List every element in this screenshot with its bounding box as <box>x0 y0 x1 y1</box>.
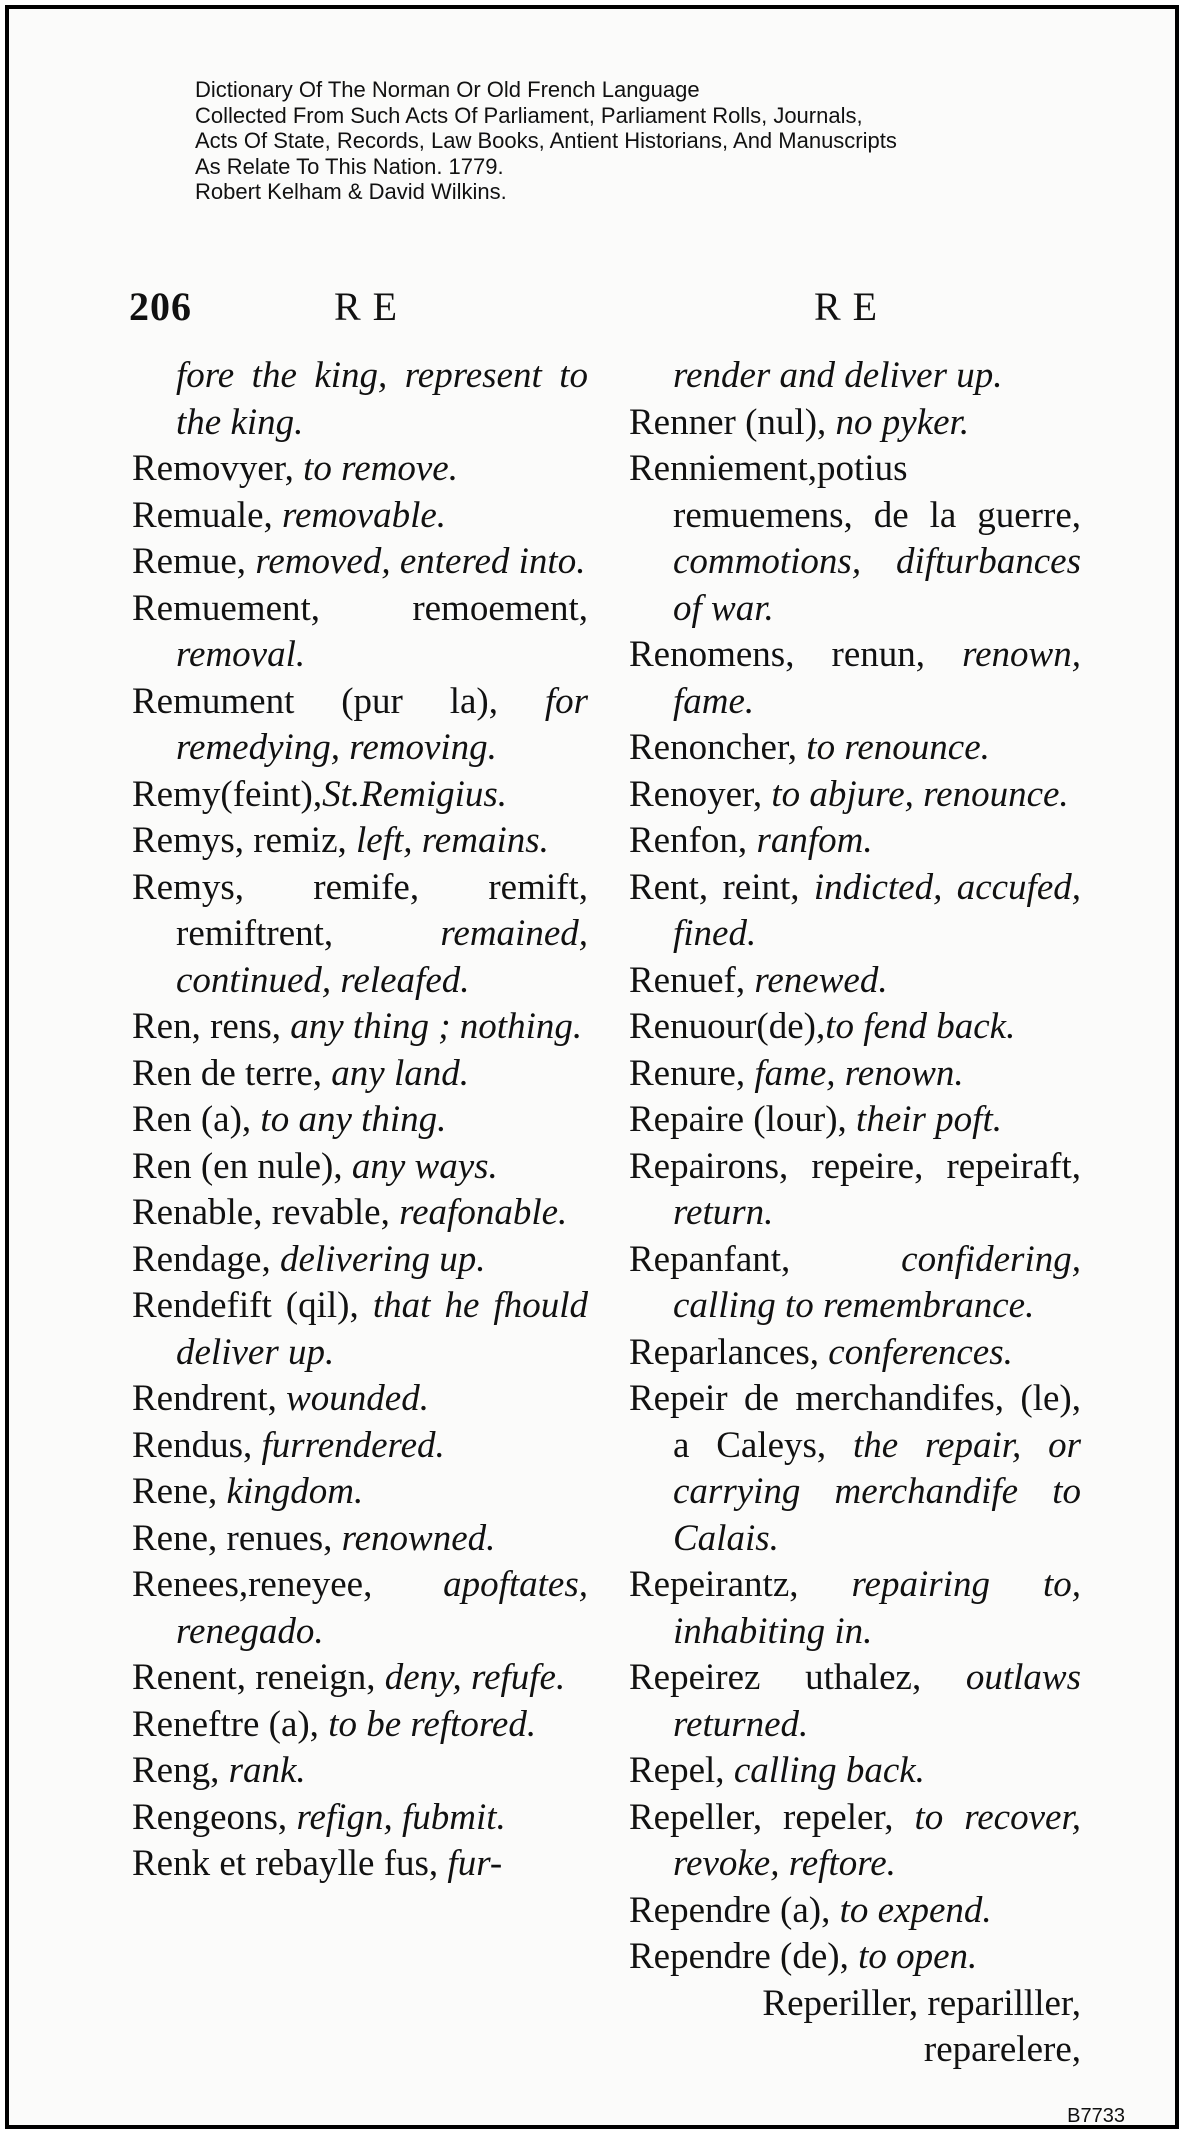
dictionary-entry <box>132 1423 588 1470</box>
entry-gloss: that he fhould deliver up. <box>176 1285 588 1373</box>
entry-headword: Removyer, <box>132 448 304 489</box>
entry-headword: Renuour(de), <box>629 1006 826 1047</box>
entry-headword: Repeir de merchandifes, (le), a Caleys, <box>629 1378 1081 1466</box>
entry-headword: Repel, <box>629 1750 734 1791</box>
dictionary-entry <box>132 865 588 1005</box>
dictionary-entry <box>132 1190 588 1237</box>
entry-gloss: any land. <box>331 1052 469 1094</box>
entry-headword: Reng, <box>132 1750 229 1791</box>
entry-headword: Renner (nul), <box>629 401 836 443</box>
entry-gloss: apoftates, renegado. <box>176 1564 588 1652</box>
dictionary-entry <box>132 1097 588 1144</box>
dictionary-entry <box>132 679 588 772</box>
dictionary-entry <box>132 493 588 540</box>
entry-gloss: indicted, accufed, fined. <box>673 866 1081 954</box>
entry-gloss: left, remains. <box>356 820 549 861</box>
dictionary-entry <box>629 1981 1081 2074</box>
entry-gloss: to be reftored. <box>328 1703 537 1745</box>
dictionary-entry <box>132 539 588 586</box>
entry-gloss: to open. <box>858 1936 978 1977</box>
header-line: Acts Of State, Records, Law Books, Antient Historians, And Manuscripts <box>195 128 897 153</box>
dictionary-entry <box>132 1469 588 1516</box>
entry-gloss: renowned. <box>341 1517 496 1559</box>
header-line: Robert Kelham & David Wilkins. <box>195 179 507 204</box>
dictionary-entry <box>629 1144 1081 1237</box>
entry-gloss: ranfom. <box>756 820 873 861</box>
entry-headword: Remuale, <box>132 494 283 536</box>
entry-headword: Rendage, <box>132 1238 280 1280</box>
header-line: Dictionary Of The Norman Or Old French Language <box>195 77 700 102</box>
entry-headword: Rent, reint, <box>629 866 814 908</box>
dictionary-entry <box>629 1051 1081 1098</box>
dictionary-entry <box>132 818 588 865</box>
entry-gloss: fore the king, represent to the king. <box>176 355 588 443</box>
entry-headword: Rene, <box>132 1471 227 1512</box>
running-head-right: RE <box>814 284 890 329</box>
dictionary-entry <box>132 772 588 819</box>
dictionary-entry <box>132 586 588 679</box>
entry-gloss: rank. <box>228 1750 306 1791</box>
entry-headword: Ren de terre, <box>132 1052 332 1094</box>
dictionary-entry-continuation <box>629 353 1081 400</box>
dictionary-entry <box>132 1702 588 1749</box>
entry-gloss: removed, entered into. <box>255 541 586 582</box>
dictionary-entry <box>629 958 1081 1005</box>
entry-gloss: their poft. <box>856 1099 1002 1140</box>
entry-headword: Reneftre (a), <box>132 1703 329 1745</box>
catalog-id: B7733 <box>1067 2105 1125 2127</box>
entry-gloss: St.Remigius. <box>322 773 508 815</box>
dictionary-entry <box>629 446 1081 632</box>
dictionary-entry <box>629 632 1081 725</box>
dictionary-entry <box>629 1934 1081 1981</box>
dictionary-entry-continuation <box>132 353 588 446</box>
entry-gloss: to any thing. <box>260 1099 447 1140</box>
page-number: 206 <box>129 284 192 329</box>
dictionary-entry <box>629 772 1081 819</box>
entry-headword: Renuef, <box>629 959 755 1001</box>
entry-headword: Repairons, repeire, repeiraft, <box>629 1145 1081 1187</box>
entry-headword: Ren, rens, <box>132 1006 291 1047</box>
entry-headword: Rengeons, <box>132 1796 297 1838</box>
entry-headword: Rendrent, <box>132 1378 287 1419</box>
entry-headword: Remys, remife, remift, remiftrent, <box>132 866 588 954</box>
entry-gloss: confidering, calling to remembrance. <box>673 1238 1081 1326</box>
entry-gloss: renown, fame. <box>673 634 1081 722</box>
entry-headword: Rependre (a), <box>629 1889 840 1931</box>
entry-headword: Remue, <box>132 541 256 582</box>
entry-gloss: the repair, or carrying merchandife to Calais. <box>673 1424 1081 1559</box>
entry-gloss: for remedying, removing. <box>176 680 588 768</box>
dictionary-entry <box>132 1516 588 1563</box>
entry-gloss: remained, continued, releafed. <box>176 913 588 1001</box>
entry-headword: Repanfant, <box>629 1238 902 1280</box>
entry-gloss: to renounce. <box>806 727 990 768</box>
entry-headword: Repeirez uthalez, <box>629 1657 966 1698</box>
entry-headword: Renfon, <box>629 820 757 861</box>
dictionary-entry <box>629 1330 1081 1377</box>
entry-gloss: fur- <box>447 1843 503 1884</box>
right-column <box>629 353 1081 2074</box>
dictionary-entry <box>132 1376 588 1423</box>
entry-gloss: removal. <box>176 634 306 675</box>
entry-gloss: repairing to, inhabiting in. <box>673 1564 1081 1652</box>
dictionary-entry <box>132 1562 588 1655</box>
entry-headword: Remys, remiz, <box>132 820 357 861</box>
entry-headword: Repeirantz, <box>629 1564 852 1605</box>
entry-gloss: render and deliver up. <box>673 355 1003 396</box>
entry-gloss: refign, fubmit. <box>296 1796 506 1838</box>
entry-gloss: commotions, difturbances of war. <box>673 541 1081 629</box>
entry-headword: Renent, reneign, <box>132 1657 385 1698</box>
dictionary-entry <box>132 1283 588 1376</box>
entry-headword: Rene, renues, <box>132 1517 342 1559</box>
entry-gloss: to recover, revoke, reftore. <box>673 1796 1081 1884</box>
dictionary-entry <box>132 1795 588 1842</box>
dictionary-entry <box>629 1888 1081 1935</box>
entry-headword: Rendefift (qil), <box>132 1285 373 1326</box>
dictionary-entry <box>629 725 1081 772</box>
header-line: Collected From Such Acts Of Parliament, Parliament Rolls, Journals, <box>195 102 863 128</box>
document-header <box>195 77 1095 205</box>
entry-headword: Remuement, remoement, <box>132 587 588 629</box>
entry-headword: Rendus, <box>132 1424 262 1466</box>
entry-gloss: delivering up. <box>279 1238 486 1280</box>
entry-headword: Reparlances, <box>629 1331 829 1373</box>
dictionary-entry <box>629 1376 1081 1562</box>
entry-gloss: removable. <box>282 494 447 536</box>
dictionary-entry <box>629 1795 1081 1888</box>
entry-gloss: deny, refufe. <box>384 1657 566 1698</box>
entry-gloss: kingdom. <box>226 1471 364 1512</box>
entry-headword: Remy(feint), <box>132 773 323 815</box>
entry-gloss: calling back. <box>733 1750 925 1791</box>
entry-gloss: furrendered. <box>261 1424 445 1466</box>
dictionary-entry <box>629 818 1081 865</box>
entry-headword: Renees,reneyee, <box>132 1564 444 1605</box>
dictionary-entry <box>132 446 588 493</box>
entry-headword: Renoncher, <box>629 727 807 768</box>
entry-headword: Ren (en nule), <box>132 1145 352 1187</box>
entry-headword: Renk et rebaylle fus, <box>132 1843 448 1884</box>
entry-gloss: any thing ; nothing. <box>290 1006 583 1047</box>
dictionary-entry <box>629 1748 1081 1795</box>
entry-gloss: to expend. <box>839 1889 992 1931</box>
entry-gloss: any ways. <box>351 1145 498 1187</box>
entry-headword: Renoyer, <box>629 773 772 815</box>
running-head-left: RE <box>334 284 410 329</box>
dictionary-entry <box>132 1841 588 1888</box>
entry-gloss: fame, renown. <box>754 1052 964 1094</box>
dictionary-entry <box>132 1655 588 1702</box>
entry-gloss: to abjure, renounce. <box>771 773 1069 815</box>
dictionary-entry <box>132 1051 588 1098</box>
dictionary-entry <box>132 1748 588 1795</box>
dictionary-entry <box>132 1004 588 1051</box>
dictionary-entry <box>629 1004 1081 1051</box>
entry-headword: Repaire (lour), <box>629 1099 857 1140</box>
entry-headword: Rependre (de), <box>629 1936 859 1977</box>
dictionary-entry <box>629 1237 1081 1330</box>
header-line: As Relate To This Nation. 1779. <box>195 153 504 179</box>
entry-gloss: renewed. <box>754 959 888 1001</box>
left-column <box>132 353 588 1888</box>
entry-gloss: to remove. <box>303 448 458 489</box>
entry-gloss: outlaws returned. <box>673 1657 1081 1745</box>
dictionary-entry <box>132 1144 588 1191</box>
entry-headword: Ren (a), <box>132 1099 261 1140</box>
entry-headword: Renomens, renun, <box>629 634 963 675</box>
entry-gloss: conferences. <box>828 1331 1013 1373</box>
dictionary-entry <box>629 400 1081 447</box>
dictionary-entry <box>132 1237 588 1284</box>
entry-headword: Remument (pur la), <box>132 680 545 722</box>
entry-gloss: reafonable. <box>399 1192 568 1233</box>
entry-headword: Renable, revable, <box>132 1192 400 1233</box>
scanned-page <box>5 5 1179 2129</box>
entry-headword: Renniement,potius remuemens, de la guerre, <box>629 448 1081 536</box>
entry-headword: Repeller, repeler, <box>629 1796 915 1838</box>
dictionary-entry <box>629 1655 1081 1748</box>
entry-headword: Renure, <box>629 1052 755 1094</box>
entry-gloss: return. <box>673 1192 774 1233</box>
dictionary-entry <box>629 1097 1081 1144</box>
entry-gloss: wounded. <box>286 1378 429 1419</box>
entry-headword: Reperiller, reparilller, reparelere, <box>762 1982 1081 2070</box>
entry-gloss: to fend back. <box>825 1006 1016 1047</box>
dictionary-entry <box>629 1562 1081 1655</box>
dictionary-entry <box>629 865 1081 958</box>
entry-gloss: no pyker. <box>835 401 970 443</box>
